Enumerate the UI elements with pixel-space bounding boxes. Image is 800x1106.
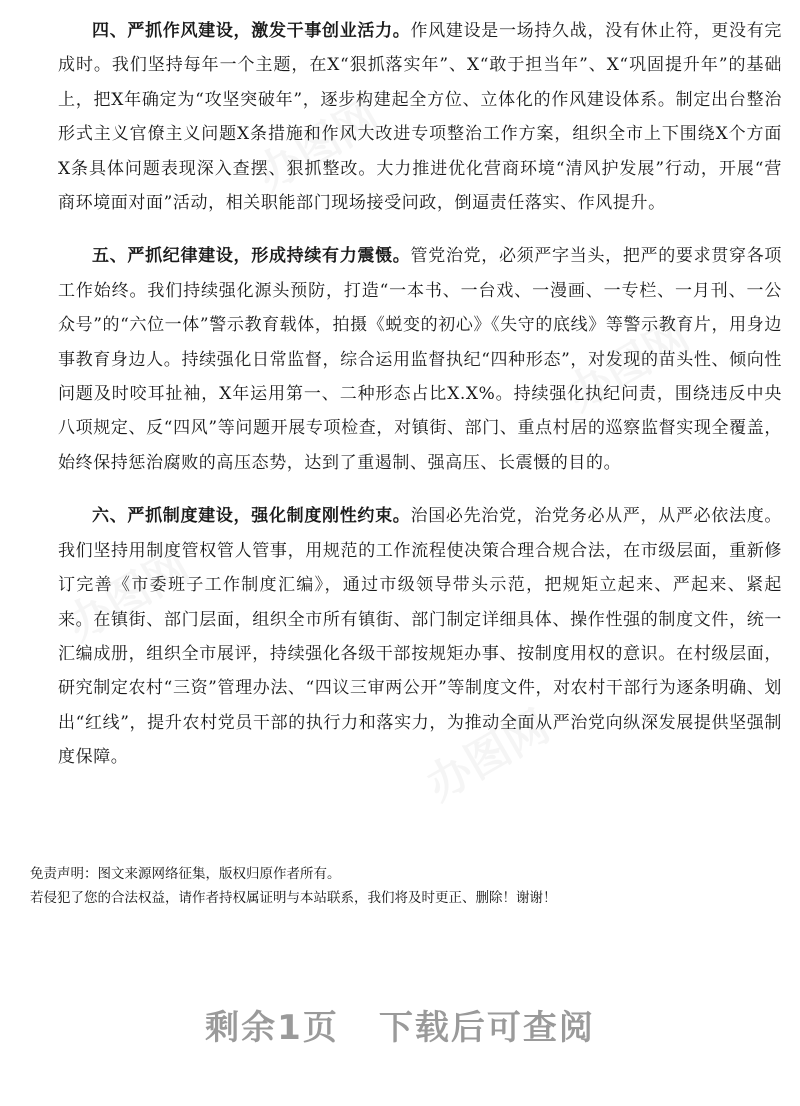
paragraph-heading: 六、严抓制度建设，强化制度刚性约束。: [92, 506, 411, 527]
paragraph-heading: 四、严抓作风建设，激发干事创业活力。: [92, 21, 411, 41]
watermark: 办图网: [558, 310, 699, 421]
disclaimer: [30, 862, 780, 910]
paragraph-heading: 五、严抓纪律建设，形成持续有力震慑。: [92, 246, 411, 267]
paragraph-work-style: [58, 14, 782, 220]
paragraph-text: 管党治党，必须严字当头，把严的要求贯穿各项工作始终。我们持续强化源头预防，打造“一本书、一台戏、一漫画、一专栏、一月刊、一公众号”的“六位一体”警示教育载体，拍摄《蜕变的初心》《失守的底线》等警示教育片，用身边事教育身边人。持续强化日常监督，综合运用监督执纪“四种形态”，对发现的苗头性、倾向性问题及时咬耳扯袖，X年运用第一、二种形态占比X.X%。持续强化执纪问责，围绕违反中央八项规定、反“四风”等问题开展专项检查，对镇街、部门、重点村居的巡察监督实现全覆盖，始终保持惩治腐败的高压态势，达到了重遏制、强高压、长震慑的目的。: [58, 246, 782, 473]
watermark: 办图网: [248, 90, 389, 201]
paragraph-text: 治国必先治党，治党务必从严，从严必依法度。我们坚持用制度管权管人管事，用规范的工作流程使决策合理合规合法，在市级层面，重新修订完善《市委班子工作制度汇编》，通过市级领导带头示范，把规矩立起来、严起来、紧起来。在镇街、部门层面，组织全市所有镇街、部门制定详细具体、操作性强的制度文件，统一汇编成册，组织全市展评，持续强化各级干部按规矩办事、按制度用权的意识。在村级层面，研究制定农村“三资”管理办法、“四议三审两公开”等制度文件，对农村干部行为逐条明确、划出“红线”，提升农村党员干部的执行力和落实力，为推动全面从严治党向纵深发展提供坚强制度保障。: [58, 506, 782, 768]
watermark: 办图网: [58, 540, 199, 651]
paragraph-institution: [58, 499, 782, 774]
document-body: [58, 14, 782, 794]
disclaimer-line-2: 若侵犯了您的合法权益，请作者持权属证明与本站联系，我们将及时更正、删除！谢谢！: [30, 890, 557, 906]
disclaimer-line-1: 免责声明：图文来源网络征集，版权归原作者所有。: [30, 866, 341, 882]
paragraph-text: 作风建设是一场持久战，没有休止符，更没有完成时。我们坚持每年一个主题，在X“狠抓落实年”、X“敢于担当年”、X“巩固提升年”的基础上，把X年确定为“攻坚突破年”，逐步构建起全方位、立体化的作风建设体系。制定出台整治形式主义官僚主义问题X条措施和作风大改进专项整治工作方案，组织全市上下围绕X个方面X条具体问题表现深入查摆、狠抓整改。大力推进优化营商环境“清风护发展”行动，开展“营商环境面对面”活动，相关职能部门现场接受问政，倒逼责任落实、作风提升。: [58, 21, 782, 214]
download-to-view-label: 下载后可查阅: [378, 1008, 595, 1048]
paragraph-discipline: [58, 239, 782, 480]
watermark: 办图网: [418, 700, 559, 811]
remaining-pages-label: 剩余1页: [205, 1008, 339, 1048]
download-banner[interactable]: [0, 1000, 800, 1049]
